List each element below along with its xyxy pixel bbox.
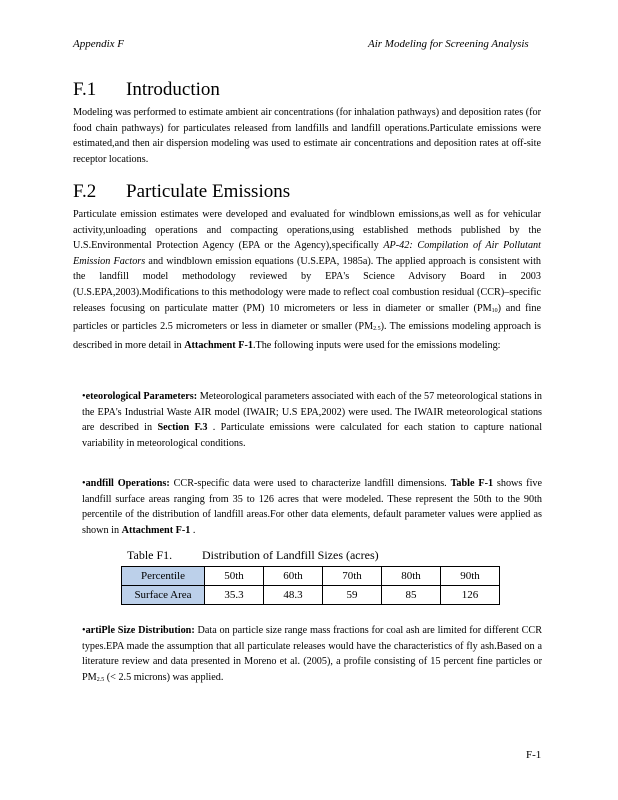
table-row xyxy=(122,586,500,605)
bullet-label: andfill Operations: xyxy=(85,478,170,489)
bullet-marker: • xyxy=(82,478,86,489)
header-right: Air Modeling for Screening Analysis xyxy=(368,38,529,50)
pm25-subscript: 2.5 xyxy=(373,326,381,333)
row-header: Percentile xyxy=(122,567,205,586)
table-cell: 70th xyxy=(323,567,382,586)
text-run: and windblown emission equations (U.S.EPA, 1985a). The applied approach is consistent with the landfill model methodology reviewed by EPA's Science Advisory Board in 2003 (U.S.EPA,2003).Modifications to this methodology were made to reflect coal combustion residual (CCR)–specific releases focusing on particulate matter (PM) 10 micrometers or less in diameter or smaller (PM xyxy=(73,255,541,314)
text-run: .The following inputs were used for the emissions modeling: xyxy=(252,339,501,351)
table-cell: 80th xyxy=(382,567,441,586)
bullet-marker: • xyxy=(82,391,86,402)
intro-paragraph: Modeling was performed to estimate ambient air concentrations (for inhalation pathways) and deposition rates (for food chain pathways) for particulates released from landfills and landfill operations.Particulate emissions were estimated,and then air dispersion modeling was used to estimate air concentrations and deposition rates at off-site receptor locations. xyxy=(73,107,541,165)
section-number: F.1 xyxy=(73,79,97,100)
bullet-marker: • xyxy=(82,625,86,636)
text-run: (< 2.5 microns) was applied. xyxy=(106,671,224,683)
text-run: CCR-specific data were used to characterize landfill dimensions. xyxy=(173,478,447,489)
table-title: Distribution of Landfill Sizes (acres) xyxy=(202,548,379,562)
table-cell: 48.3 xyxy=(264,586,323,605)
section-title: Particulate Emissions xyxy=(126,181,291,202)
text-run: . Particulate emissions were calculated for each station to capture national variability in meteorological conditions. xyxy=(82,422,543,449)
text-run: Meteorological parameters associated with each of the 57 meteorological stations in the EPA's Industrial Waste AIR model (IWAIR; U.S EPA,2002) were used. The IWAIR meteorological stations are described in xyxy=(82,391,543,434)
table-cell: 60th xyxy=(264,567,323,586)
section-number: F.2 xyxy=(73,181,97,202)
text-run: shows five landfill surface areas ranging from 35 to 126 acres that were modeled. These represent the 50th to the 90th percentile of the distribution of landfill areas.For other data elements, default parameter values were applied as shown in xyxy=(82,478,543,536)
table-cell: 50th xyxy=(205,567,264,586)
bullet-landfill-operations xyxy=(82,476,542,538)
pm25-subscript: 2.5 xyxy=(96,676,105,683)
row-header: Surface Area xyxy=(122,586,205,605)
bullet-meteorological xyxy=(82,389,542,451)
attachment-reference: Attachment F-1 xyxy=(121,524,191,536)
table-reference: Table F-1 xyxy=(450,478,494,489)
table-cell: 85 xyxy=(382,586,441,605)
section-title: Introduction xyxy=(126,79,220,100)
table-cell: 90th xyxy=(441,567,500,586)
bullet-particle-size xyxy=(82,623,542,688)
text-run: ). The emissions modeling approach is described in more detail in xyxy=(73,321,541,351)
landfill-size-table xyxy=(121,566,500,605)
bullet-label: artiPle Size Distribution: xyxy=(85,625,195,636)
table-cell: 59 xyxy=(323,586,382,605)
section-f2-heading xyxy=(73,181,290,203)
table-row xyxy=(122,567,500,586)
text-run: ) and fine particles or particles 2.5 micrometers or less in diameter or smaller (PM xyxy=(73,302,541,333)
bullet-label: eteorological Parameters: xyxy=(85,391,198,402)
ap42-reference: AP-42: Compilation of Air Pollutant Emission Factors xyxy=(73,240,541,267)
text-run: Particulate emission estimates were developed and evaluated for windblown emissions,as well as for vehicular activity,unloading operations and compacting operations,using established methods published by the U.S.Environmental Protection Agency (EPA or the Agency),specifically xyxy=(73,209,541,252)
emissions-paragraph xyxy=(73,207,541,353)
section-f1-heading xyxy=(73,79,220,101)
page-number: F-1 xyxy=(526,749,542,761)
section-reference: Section F.3 xyxy=(157,422,208,434)
attachment-reference: Attachment F-1 xyxy=(184,339,253,351)
table-number: Table F1. xyxy=(127,548,173,562)
header-left: Appendix F xyxy=(73,38,125,50)
text-run: Data on particle size range mass fractions for coal ash are limited for different CCR types.EPA made the assumption that all particulate releases would have the characteristics of fly ash.Based on a literature review and data presented in Moreno et al. (2005), a profile consisting of 15 percent fine particles or PM xyxy=(82,625,542,683)
pm10-subscript: 10 xyxy=(491,307,498,314)
table-cell: 35.3 xyxy=(205,586,264,605)
text-run: . xyxy=(192,524,196,536)
table-caption xyxy=(127,548,379,563)
table-cell: 126 xyxy=(441,586,500,605)
